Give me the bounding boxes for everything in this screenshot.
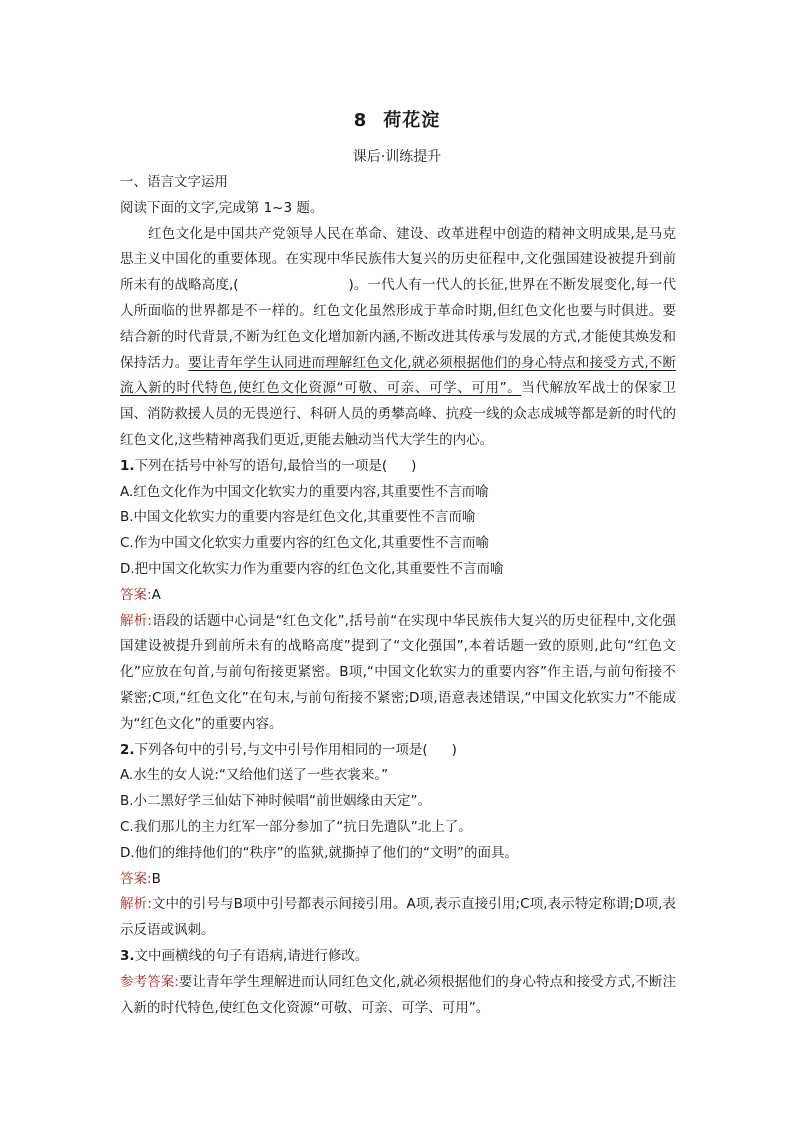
question-1-number: 1. bbox=[120, 457, 135, 474]
passage-part-2: )。一代人有一代人的长征,世界在不断发展变化,每一代人所面临的世界都是不一样的。红色文化虽然形成于革命时期,但红色文化也要与时俱进。要结合新的时代背景,不断为红色文化增加新内涵,不断改进其传承与发展的方式,才能使其焕发和保持活力。 bbox=[120, 277, 676, 371]
passage-part-3: 当代解放军战士的保家卫国、消防救援人员的无畏逆行、科研人员的勇攀高峰、抗疫一线的众志成城等都是新的时代的红色文化,这些精神离我们更近,更能去触动当代大学生的内心。 bbox=[120, 380, 677, 448]
question-3-stem: 3.文中画横线的句子有语病,请进行修改。 bbox=[120, 947, 369, 964]
page-title bbox=[0, 106, 794, 132]
question-2-analysis bbox=[120, 892, 676, 944]
lesson-title: 荷花淀 bbox=[383, 110, 441, 131]
underlined-sentence: 要让青年学生认同进而理解红色文化,就必须根据他们的身心特点和接受方式,不断流入新的时代特色,使红色文化资源“可敬、可亲、可学、可用”。 bbox=[120, 354, 676, 397]
question-2-option-c: C.我们那儿的主力红军一部分参加了“抗日先遣队”北上了。 bbox=[120, 818, 472, 835]
passage-part-1: 红色文化是中国共产党领导人民在革命、建设、改革进程中创造的精神文明成果,是马克思主义中国化的重要体现。在实现中华民族伟大复兴的历史征程中,文化强国建设被提升到前所未有的战略高度,( bbox=[120, 225, 676, 294]
answer-value: B bbox=[151, 870, 161, 887]
document-body bbox=[120, 170, 676, 1021]
answer-value: A bbox=[151, 586, 161, 603]
question-1-option-a: A.红色文化作为中国文化软实力的重要内容,其重要性不言而喻 bbox=[120, 483, 489, 500]
page-subtitle: 课后·训练提升 bbox=[352, 149, 442, 165]
question-3-answer bbox=[120, 970, 676, 1022]
question-1-option-d: D.把中国文化软实力作为重要内容的红色文化,其重要性不言而喻 bbox=[120, 560, 504, 577]
analysis-text: 语段的话题中心词是“红色文化”,括号前“在实现中华民族伟大复兴的历史征程中,文化强国建设被提升到前所未有的战略高度”提到了“文化强国”,本着话题一致的原则,此句“红色文化”应放在句首,与前句衔接更紧密。B项,“中国文化软实力的重要内容”作主语,与前句衔接不紧密;C项,“红色文化”在句末,与前句衔接不紧密;D项,语意表述错误,“中国文化软实力”不能成为“红色文化”的重要内容。 bbox=[120, 612, 676, 732]
question-2-stem: 2.下列各句中的引号,与文中引号作用相同的一项是( ) bbox=[120, 741, 457, 758]
section-heading: 一、语言文字运用 bbox=[120, 174, 228, 190]
question-1-option-c: C.作为中国文化软实力重要内容的红色文化,其重要性不言而喻 bbox=[120, 535, 490, 552]
answer-label: 答案: bbox=[120, 586, 152, 603]
reading-passage bbox=[120, 222, 676, 454]
question-2-option-a: A.水生的女人说:“又给他们送了一些衣裳来。” bbox=[120, 767, 389, 784]
analysis-label: 解析: bbox=[120, 896, 152, 913]
question-2-answer bbox=[120, 867, 676, 893]
question-1-option-b: B.中国文化软实力的重要内容是红色文化,其重要性不言而喻 bbox=[120, 509, 476, 526]
question-2-option-b: B.小二黑好学三仙姑下神时候唱“前世姻缘由天定”。 bbox=[120, 793, 432, 810]
question-1-answer bbox=[120, 583, 676, 609]
analysis-label: 解析: bbox=[120, 612, 152, 629]
section-instruction: 阅读下面的文字,完成第 1~3 题。 bbox=[120, 199, 324, 216]
question-1-stem: 1.下列在括号中补写的语句,最恰当的一项是( ) bbox=[120, 457, 417, 474]
question-2-option-d: D.他们的维持他们的“秩序”的监狱,就撕掉了他们的“文明”的面具。 bbox=[120, 844, 518, 861]
reference-answer-text: 要让青年学生理解进而认同红色文化,就必须根据他们的身心特点和接受方式,不断注入新的时代特色,使红色文化资源“可敬、可亲、可学、可用”。 bbox=[120, 973, 676, 1016]
answer-label: 答案: bbox=[120, 870, 152, 887]
analysis-text: 文中的引号与B项中引号都表示间接引用。A项,表示直接引用;C项,表示特定称谓;D项,表示反语或讽刺。 bbox=[120, 896, 676, 939]
reference-answer-label: 参考答案: bbox=[120, 973, 179, 990]
question-2-number: 2. bbox=[120, 741, 135, 758]
lesson-number: 8 bbox=[353, 110, 368, 131]
question-3-number: 3. bbox=[120, 947, 135, 964]
question-1-analysis bbox=[120, 609, 676, 738]
